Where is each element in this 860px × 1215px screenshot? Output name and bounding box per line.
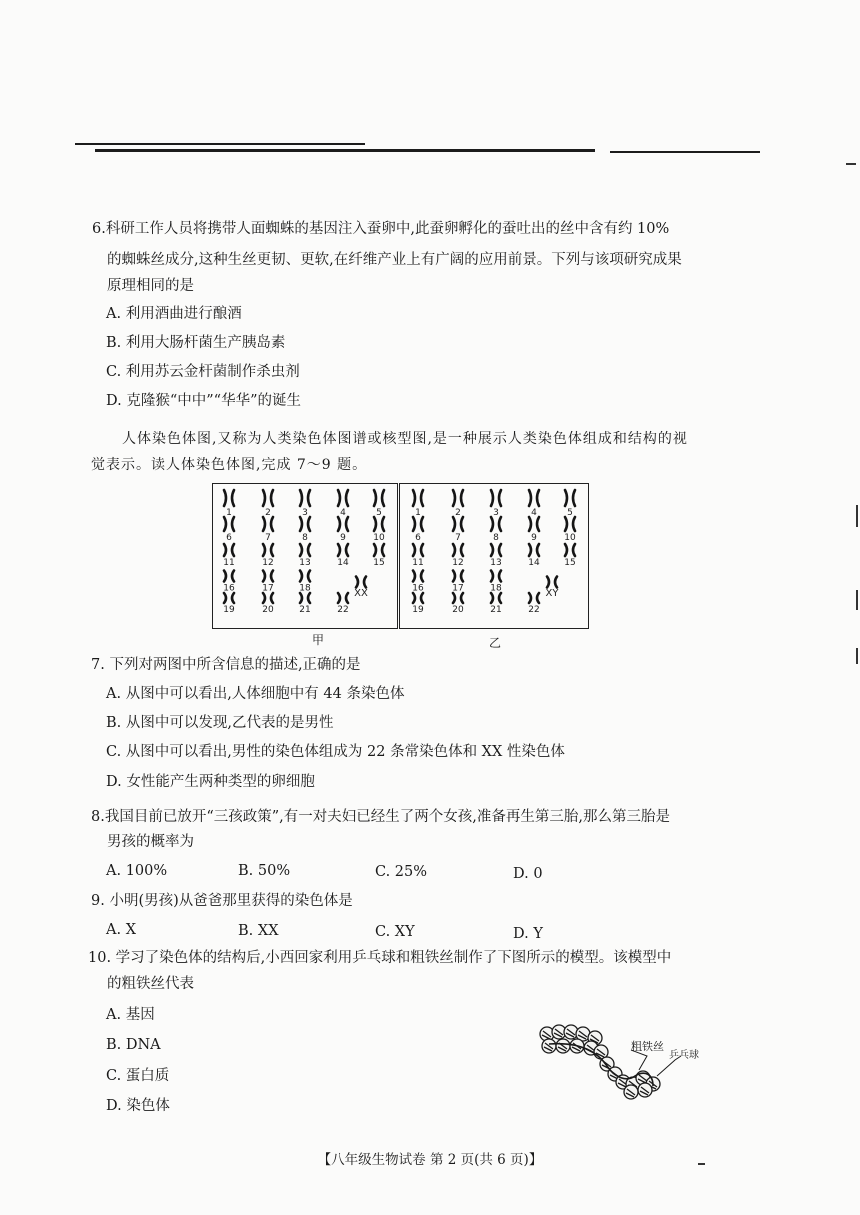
chromosome-number: 14 xyxy=(528,558,540,568)
q6-option-c: C. 利用苏云金杆菌制作杀虫剂 xyxy=(106,364,300,380)
chromosome-glyph xyxy=(300,571,310,582)
q10-stem-line-2: 的粗铁丝代表 xyxy=(107,976,194,992)
chromosome-number: 15 xyxy=(373,558,385,568)
q8-stem-line-2: 男孩的概率为 xyxy=(107,834,194,850)
chromosome-glyph xyxy=(263,490,273,506)
chromosome-glyph xyxy=(263,593,273,603)
footer-mark xyxy=(698,1163,705,1165)
q10-option-a: A. 基因 xyxy=(106,1007,155,1023)
chromosome-number: 20 xyxy=(452,605,464,615)
karyotype-yi-chromosomes xyxy=(400,484,588,628)
q9-option-c: C. XY xyxy=(375,924,415,940)
q8-option-d: D. 0 xyxy=(513,866,543,882)
chromosome-glyph xyxy=(263,544,273,556)
chromosome-number: 22 xyxy=(337,605,349,615)
passage-line-2: 觉表示。读人体染色体图,完成 7～9 题。 xyxy=(91,457,368,473)
edge-mark xyxy=(856,505,858,527)
q10-option-b: B. DNA xyxy=(106,1037,161,1053)
chromosome-number: 6 xyxy=(415,533,421,543)
q7-option-b: B. 从图中可以发现,乙代表的是男性 xyxy=(106,715,334,731)
q6-option-b: B. 利用大肠杆菌生产胰岛素 xyxy=(106,335,286,351)
chromosome-number: 13 xyxy=(490,558,502,568)
chromosome-number: 16 xyxy=(223,583,235,594)
chromosome-glyph xyxy=(491,571,501,582)
chromosome-number: 7 xyxy=(455,533,461,543)
chromosome-glyph xyxy=(453,544,463,556)
chromosome-glyph xyxy=(338,544,348,556)
chromosome-glyph xyxy=(300,593,310,603)
chromosome-glyph xyxy=(453,593,463,603)
chromosome-glyph xyxy=(338,593,348,603)
chromosome-number: 2 xyxy=(455,508,461,518)
chromosome-number: 21 xyxy=(299,605,311,615)
chromosome-glyph xyxy=(413,571,423,582)
chromosome-number: 5 xyxy=(567,508,573,518)
chromosome-glyph xyxy=(529,593,539,603)
chromosome-number: 10 xyxy=(373,533,385,543)
page-footer: 【八年级生物试卷 第 2 页(共 6 页)】 xyxy=(317,1152,543,1168)
panel-label-yi: 乙 xyxy=(489,636,502,650)
chromosome-glyph xyxy=(529,490,539,506)
chromosome-number: 3 xyxy=(493,508,499,518)
chromosome-number: 20 xyxy=(262,605,274,615)
header-rule-left xyxy=(75,143,365,145)
sex-chromosome-label: XX xyxy=(354,588,368,599)
wire-label: 粗铁丝 xyxy=(631,1040,664,1053)
q9-stem: 9. 小明(男孩)从爸爸那里获得的染色体是 xyxy=(91,893,353,909)
edge-mark xyxy=(846,163,856,165)
chromosome-number: 18 xyxy=(490,583,502,594)
chromosome-number: 2 xyxy=(265,508,271,518)
chromosome-glyph xyxy=(565,490,575,506)
header-rule-right xyxy=(610,151,760,153)
chromosome-number: 16 xyxy=(412,583,424,594)
q9-option-b: B. XX xyxy=(238,923,279,939)
chromosome-number: 21 xyxy=(490,605,502,615)
chromosome-number: 19 xyxy=(223,605,235,615)
chromosome-glyph xyxy=(413,593,423,603)
chromosome-glyph xyxy=(529,544,539,556)
q10-option-c: C. 蛋白质 xyxy=(106,1068,170,1084)
q8-stem-line-1: 8.我国目前已放开“三孩政策”,有一对夫妇已经生了两个女孩,准备再生第三胎,那么第三胎是 xyxy=(91,809,670,825)
chromosome-glyph xyxy=(491,490,501,506)
q10-stem-line-1: 10. 学习了染色体的结构后,小西回家利用乒乓球和粗铁丝制作了下图所示的模型。该模型中 xyxy=(88,950,672,966)
karyotype-jia-chromosomes xyxy=(213,484,397,628)
chromosome-glyph xyxy=(453,490,463,506)
wire-leader-line xyxy=(631,1050,647,1070)
chromosome-number: 9 xyxy=(340,533,346,543)
chromosome-number: 19 xyxy=(412,605,424,615)
chromosome-number: 9 xyxy=(531,533,537,543)
chromosome-number: 12 xyxy=(262,558,274,568)
chromosome-number: 5 xyxy=(376,508,382,518)
chromosome-number: 11 xyxy=(223,558,235,568)
chromosome-glyph xyxy=(300,490,310,506)
q6-option-a: A. 利用酒曲进行酿酒 xyxy=(106,306,242,322)
q8-option-c: C. 25% xyxy=(375,864,428,880)
chromosome-glyph xyxy=(224,571,234,582)
q9-option-a: A. X xyxy=(106,922,137,938)
chromosome-number: 15 xyxy=(564,558,576,568)
chromosome-glyph xyxy=(453,517,463,531)
chromosome-glyph xyxy=(263,517,273,531)
chromosome-number: 11 xyxy=(412,558,424,568)
q7-option-a: A. 从图中可以看出,人体细胞中有 44 条染色体 xyxy=(106,686,405,702)
chromosome-glyph xyxy=(356,577,366,588)
chromosome-glyph xyxy=(565,544,575,556)
chromosome-glyph xyxy=(413,490,423,506)
chromosome-number: 17 xyxy=(452,583,464,594)
chromosome-glyph xyxy=(338,490,348,506)
q7-option-d: D. 女性能产生两种类型的卵细胞 xyxy=(106,774,315,790)
chromosome-glyph xyxy=(300,517,310,531)
chromosome-number: 14 xyxy=(337,558,349,568)
chromosome-glyph xyxy=(491,593,501,603)
karyotype-panel-yi xyxy=(399,483,589,629)
chromosome-number: 4 xyxy=(531,508,537,518)
q7-stem: 7. 下列对两图中所含信息的描述,正确的是 xyxy=(91,657,361,673)
chromosome-glyph xyxy=(224,517,234,531)
chromosome-glyph xyxy=(413,544,423,556)
chromosome-glyph xyxy=(413,517,423,531)
chromosome-number: 17 xyxy=(262,583,274,594)
karyotype-panel-jia xyxy=(212,483,398,629)
chromosome-glyph xyxy=(338,517,348,531)
chromosome-number: 22 xyxy=(528,605,540,615)
header-rule-main xyxy=(95,149,595,152)
edge-mark xyxy=(856,590,858,610)
chromosome-glyph xyxy=(224,593,234,603)
q8-option-a: A. 100% xyxy=(106,863,168,879)
chromosome-glyph xyxy=(491,544,501,556)
chromosome-number: 8 xyxy=(493,533,499,543)
chromosome-number: 18 xyxy=(299,583,311,594)
q6-option-d: D. 克隆猴“中中”“华华”的诞生 xyxy=(106,393,301,409)
q10-option-d: D. 染色体 xyxy=(106,1098,170,1114)
q9-option-d: D. Y xyxy=(513,926,543,942)
q6-stem-line-2: 的蜘蛛丝成分,这种生丝更韧、更软,在纤维产业上有广阔的应用前景。下列与该项研究成果 xyxy=(107,252,682,268)
chromosome-number: 1 xyxy=(226,508,232,518)
chromosome-model-illustration xyxy=(535,1012,715,1102)
chromosome-number: 12 xyxy=(452,558,464,568)
chromosome-number: 7 xyxy=(265,533,271,543)
chromosome-number: 6 xyxy=(226,533,232,543)
chromosome-glyph xyxy=(565,517,575,531)
q6-stem-line-3: 原理相同的是 xyxy=(107,278,194,294)
passage-line-1: 人体染色体图,又称为人类染色体图谱或核型图,是一种展示人类染色体组成和结构的视 xyxy=(122,431,688,447)
chromosome-glyph xyxy=(224,544,234,556)
panel-label-jia: 甲 xyxy=(312,633,325,647)
chromosome-glyph xyxy=(453,571,463,582)
chromosome-glyph xyxy=(374,517,384,531)
chromosome-number: 4 xyxy=(340,508,346,518)
ball-label: 乒乓球 xyxy=(669,1050,699,1061)
chromosome-glyph xyxy=(224,490,234,506)
chromosome-glyph xyxy=(529,517,539,531)
chromosome-glyph xyxy=(374,490,384,506)
q6-stem-line-1: 6.科研工作人员将携带人面蜘蛛的基因注入蚕卵中,此蚕卵孵化的蚕吐出的丝中含有约 10% xyxy=(92,221,670,237)
chromosome-glyph xyxy=(300,544,310,556)
chromosome-glyph xyxy=(547,577,557,588)
chromosome-glyph xyxy=(263,571,273,582)
chromosome-number: 3 xyxy=(302,508,308,518)
chromosome-glyph xyxy=(374,544,384,556)
chromosome-number: 1 xyxy=(415,508,421,518)
chromosome-number: 13 xyxy=(299,558,311,568)
chromosome-glyph xyxy=(491,517,501,531)
edge-mark xyxy=(856,648,858,664)
chromosome-number: 8 xyxy=(302,533,308,543)
chromosome-number: 10 xyxy=(564,533,576,543)
sex-chromosome-label: XY xyxy=(545,588,559,599)
q7-option-c: C. 从图中可以看出,男性的染色体组成为 22 条常染色体和 XX 性染色体 xyxy=(106,744,565,760)
q8-option-b: B. 50% xyxy=(238,863,291,879)
